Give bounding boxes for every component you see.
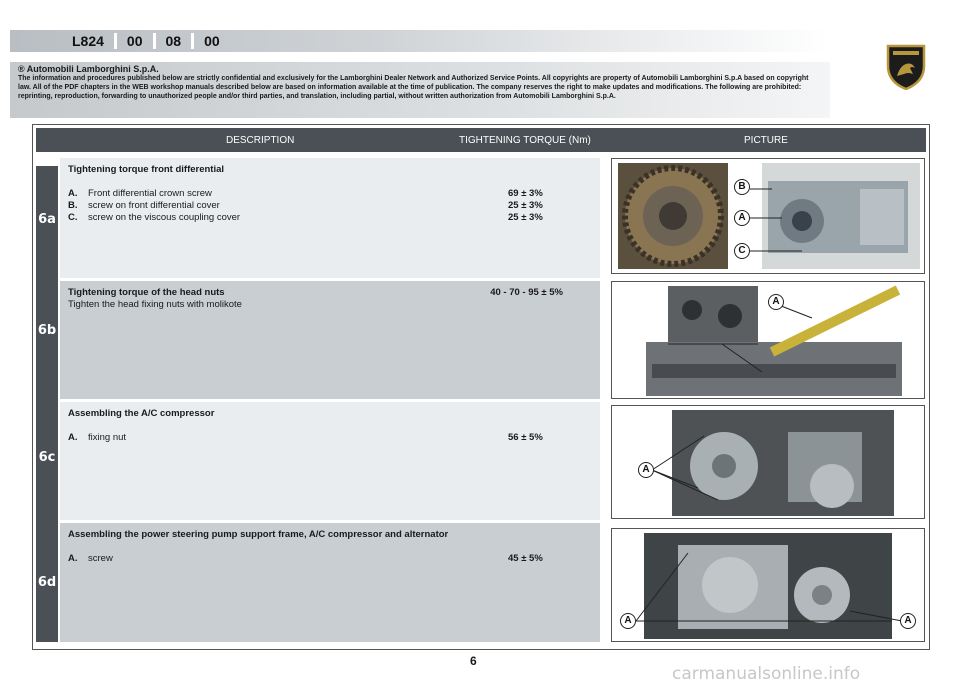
torque-item: [68, 553, 592, 565]
notice-text: The information and procedures published below are strictly confidential and exclusively for the Lamborghini Dealer Network and Authorized Service Points. All copyrights are property of Automobili Lamborghini S.p.A based on copyright law. All of the PDF chapters in the WEB workshop manuals described below are based on information available at the time of publication. The company reserves the right to make updates and modifications. The following are prohibited: reprinting, reproduction, forwarding to unauthorized people and/or third parties, and translation, including partial, without written authorization from Automobili Lamborghini S.p.A.: [18, 75, 809, 100]
power-steering-support-photo: [612, 529, 925, 642]
code-separator: [191, 33, 194, 49]
code-separator: [114, 33, 117, 49]
step-title-value: 40 - 70 - 95 ± 5%: [490, 287, 563, 298]
notice-title: ® Automobili Lamborghini S.p.A.: [18, 64, 159, 74]
step-title-line: [68, 287, 563, 299]
picture-6d: [611, 528, 925, 642]
callout-b: B: [734, 179, 750, 195]
callout-a-left: A: [620, 613, 636, 629]
torque-item: [68, 432, 592, 444]
item-label: A.: [68, 553, 78, 564]
code-section: 08: [165, 33, 182, 49]
callout-a: A: [768, 294, 784, 310]
torque-item: [68, 200, 592, 212]
differential-photo: [612, 159, 925, 274]
step-title: Tightening torque of the head nuts: [68, 287, 225, 298]
picture-6b: [611, 281, 925, 399]
item-label: C.: [68, 212, 78, 223]
step-label-6d: 6d: [37, 575, 57, 590]
ac-compressor-photo: [612, 406, 925, 519]
step-sidebar: [36, 166, 58, 642]
item-text: screw on front differential cover: [88, 200, 220, 211]
step-row-6a: [60, 158, 600, 278]
step-title: Tightening torque front differential: [68, 164, 225, 175]
callout-c: C: [734, 243, 750, 259]
step-label-6a: 6a: [38, 212, 56, 227]
item-label: B.: [68, 200, 78, 211]
item-value: 45 ± 5%: [508, 553, 543, 564]
step-subtext: Tighten the head fixing nuts with molikote: [68, 299, 242, 310]
code-separator: [153, 33, 156, 49]
item-value: 69 ± 3%: [508, 188, 543, 199]
column-description: DESCRIPTION: [226, 135, 295, 146]
page-number: 6: [470, 654, 477, 668]
column-torque: TIGHTENING TORQUE (Nm): [459, 135, 591, 146]
lamborghini-shield-logo: [884, 44, 928, 90]
picture-6c: [611, 405, 925, 519]
step-row-6b: [60, 281, 600, 399]
torque-item: [68, 188, 592, 200]
document-code: [66, 31, 226, 51]
item-value: 25 ± 3%: [508, 212, 543, 223]
step-row-6c: [60, 402, 600, 520]
callout-a: A: [734, 210, 750, 226]
picture-6a: [611, 158, 925, 274]
item-value: 25 ± 3%: [508, 200, 543, 211]
code-group: 00: [126, 33, 143, 49]
item-text: screw on the viscous coupling cover: [88, 212, 241, 223]
item-text: fixing nut: [88, 432, 127, 443]
step-title: Assembling the power steering pump support frame, A/C compressor and alternator: [68, 529, 449, 540]
callout-a: A: [638, 462, 654, 478]
code-model: L824: [72, 33, 104, 49]
torque-item: [68, 212, 592, 224]
item-text: Front differential crown screw: [88, 188, 212, 199]
step-title: Assembling the A/C compressor: [68, 408, 215, 419]
watermark: carmanualsonline.info: [672, 664, 861, 684]
step-label-6c: 6c: [38, 450, 56, 465]
item-value: 56 ± 5%: [508, 432, 543, 443]
step-label-6b: 6b: [37, 323, 57, 338]
item-label: A.: [68, 432, 78, 443]
copyright-notice: [10, 62, 830, 118]
code-subsection: 00: [204, 33, 220, 49]
item-label: A.: [68, 188, 78, 199]
step-row-6d: [60, 523, 600, 642]
item-text: screw: [88, 553, 113, 564]
column-header-bar: [36, 128, 926, 152]
callout-a-right: A: [900, 613, 916, 629]
procedure-table: [32, 124, 930, 650]
column-picture: PICTURE: [744, 135, 788, 146]
